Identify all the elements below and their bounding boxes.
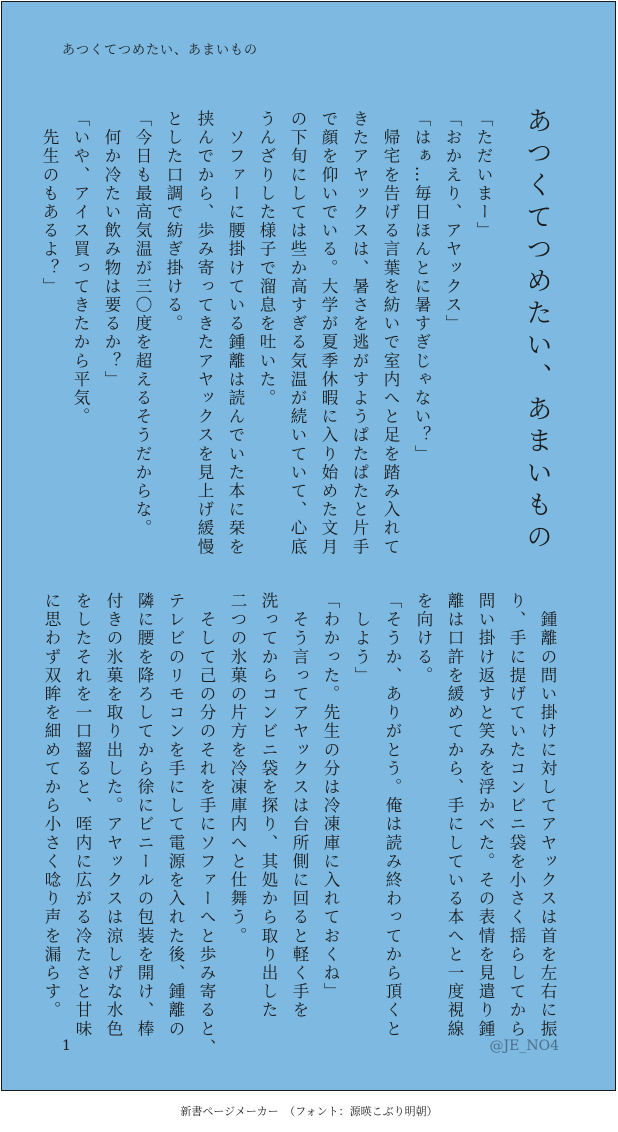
text-column: に思わず双眸を細めてから小さく唸り声を漏らす。 [42,592,61,1020]
lower-text-block [36,592,563,1057]
text-column: 「いや、アイス買ってきたから平気。 [71,110,90,427]
text-column: そして己の分のそれを手にソファーへと歩み寄ると、 [197,592,216,1057]
text-column: 先生のもあるよ？」 [40,110,59,296]
text-column: で顔を仰いでいる。大学が夏季休暇に入り始めた文月 [319,110,338,557]
text-column: テレビのリモコンを手にして電源を入れた後、鍾離の [166,592,185,1039]
running-header: あつくてつめたい、あまいもの [62,43,259,58]
text-column: 鍾離の問い掛けに対してアヤックスは首を左右に振 [538,592,557,1039]
text-column: 問い掛け返すと笑みを浮かべた。その表情を見遣り鍾 [476,592,495,1039]
text-column: 隣に腰を降ろしてから徐にビニールの包装を開け、棒 [135,592,154,1039]
chapter-title: あつくてつめたい、あまいもの [522,107,552,555]
text-column: しよう」 [352,592,371,685]
text-column: 挟んでから、歩み寄ってきたアヤックスを見上げ緩慢 [195,110,214,557]
text-column: 二つの氷菓の片方を冷凍庫内へと仕舞う。 [228,592,247,946]
text-column: をしたそれを一口齧ると、咥内に広がる冷たさと甘味 [73,592,92,1039]
text-column: 離は口許を緩めてから、手にしている本へと一度視線 [445,592,464,1039]
text-column: 帰宅を告げる言葉を紡いで室内へと足を踏み入れて [381,110,400,557]
text-column: を向ける。 [414,592,433,685]
text-column: 「はぁ…毎日ほんとに暑すぎじゃない？」 [412,110,431,464]
text-column: きたアヤックスは、暑さを逃がすようぱたぱたと片手 [350,110,369,557]
text-column: うんざりした様子で溜息を吐いた。 [257,110,276,408]
author-handle: @JE_NO4 [489,1038,559,1054]
footer-credit: 新書ページメーカー （フォント：源暎こぶり明朝） [180,1105,438,1118]
text-column: 「おかえり、アヤックス」 [443,110,462,334]
text-column: そう言ってアヤックスは台所側に回ると軽く手を [290,592,309,1020]
text-column: 付きの氷菓を取り出した。アヤックスは涼しげな水色 [104,592,123,1039]
text-column: 何か冷たい飲み物は要るか？」 [102,110,121,389]
text-column: り、手に提げていたコンビニ袋を小さく揺らしてから [507,592,526,1039]
text-column: 「今日も最高気温が三〇度を超えるそうだからな。 [133,110,152,538]
text-column: とした口調で紡ぎ掛ける。 [164,110,183,334]
text-column: 「わかった。先生の分は冷凍庫に入れておくね」 [321,592,340,1002]
text-column: ソファーに腰掛けている鍾離は読んでいた本に栞を [226,110,245,557]
upper-text-block [34,110,499,556]
page-number: 1 [62,1038,71,1054]
text-column: 「そうか、ありがとう。俺は読み終わってから頂くと [383,592,402,1039]
book-page [1,1,616,1091]
text-column: の下旬にしては些か高すぎる気温が続いていて、心底 [288,110,307,557]
text-column: 「ただいまー」 [474,110,493,241]
text-column: 洗ってからコンビニ袋を探り、其処から取り出した [259,592,278,1020]
